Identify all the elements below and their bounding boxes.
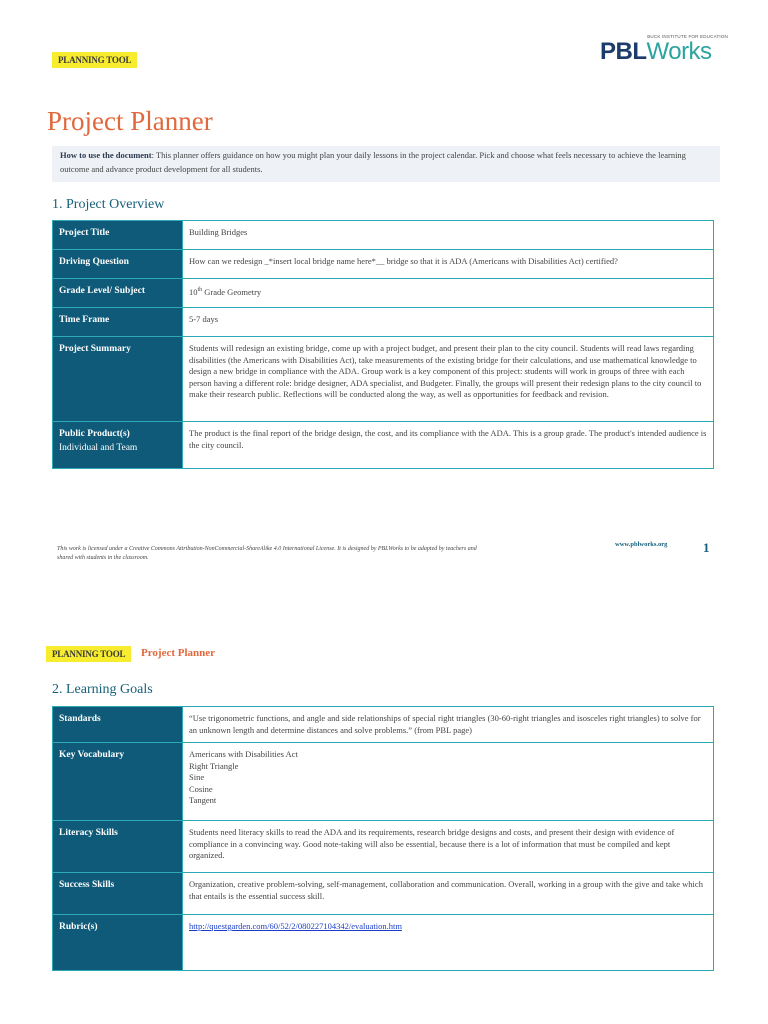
row-label-time-frame: Time Frame (53, 308, 183, 337)
row-label-standards: Standards (53, 707, 183, 743)
project-title-value: Building Bridges (183, 221, 714, 250)
row-label-success-skills: Success Skills (53, 873, 183, 915)
learning-goals-table (52, 706, 714, 971)
logo-pbl: PBL (600, 38, 647, 65)
literacy-skills-value: Students need literacy skills to read the ADA and its requirements, research bridge designs and costs, and present their design with evidence of compliance in a convincing way. Good note-taking will also be essential, because there is a lot of information that must be compiled and kept organized. (183, 821, 714, 873)
rubric-value (183, 915, 714, 971)
public-product-sublabel: Individual and Team (59, 442, 138, 453)
footer-url: www.pblworks.org (615, 541, 668, 548)
public-product-label: Public Product(s) (59, 429, 130, 439)
planning-tool-badge: PLANNING TOOL (52, 52, 137, 68)
logo-tagline: BUCK INSTITUTE FOR EDUCATION (647, 34, 728, 39)
page-title: Project Planner (47, 106, 213, 136)
table-row (53, 821, 714, 873)
list-item: Cosine (189, 783, 213, 794)
page-number: 1 (703, 540, 710, 555)
standards-value: “Use trigonometric functions, and angle and side relationships of special right triangles (30-60-right triangles and isosceles right triangles) to solve for an unknown length and determine distances and solve problems.” (from PBL page) (183, 707, 714, 743)
time-frame-value: 5-7 days (183, 308, 714, 337)
table-row (53, 915, 714, 971)
table-row (53, 250, 714, 279)
table-row (53, 279, 714, 308)
grade-subject: Grade Geometry (202, 286, 262, 297)
table-row (53, 308, 714, 337)
list-item: Right Triangle (189, 760, 239, 771)
license-footer: This work is licensed under a Creative Commons Attribution-NonCommercial-ShareAlike 4.0 International License. It is designed by PBLWorks to be adapted by teachers and shared with students in the classroom. (57, 546, 477, 561)
key-vocabulary-list (183, 743, 714, 821)
row-label-key-vocabulary: Key Vocabulary (53, 743, 183, 821)
table-row (53, 743, 714, 821)
table-row (53, 337, 714, 422)
table-row (53, 221, 714, 250)
grade-level-value (183, 279, 714, 308)
row-label-project-title: Project Title (53, 221, 183, 250)
section-title-overview: 1. Project Overview (52, 197, 165, 212)
grade-suffix: th (197, 287, 203, 293)
table-row (53, 422, 714, 469)
pblworks-logo (600, 34, 732, 65)
how-to-text: : This planner offers guidance on how you might plan your daily lessons in the project calendar. Pick and choose what feels necessary to achieve the learning outcome and advance product development for all students. (60, 150, 686, 174)
driving-question-value: How can we redesign _*insert local bridge name here*__ bridge so that it is ADA (Americans with Disabilities Act) certified? (183, 250, 714, 279)
list-item: Sine (189, 772, 205, 782)
how-to-label: How to use the document (60, 150, 152, 160)
table-row (53, 873, 714, 915)
planning-tool-badge: PLANNING TOOL (46, 646, 131, 662)
row-label-literacy-skills: Literacy Skills (53, 821, 183, 873)
logo-works: Works (646, 38, 712, 65)
section-title-learning-goals: 2. Learning Goals (52, 682, 153, 697)
logo-wordmark (600, 39, 732, 65)
table-row (53, 707, 714, 743)
page-header-title: Project Planner (141, 647, 216, 659)
project-overview-table (52, 220, 714, 469)
public-product-value: The product is the final report of the bridge design, the cost, and its compliance with the ADA. This is a group grade. The product's intended audience is the city council. (183, 422, 714, 469)
list-item: Americans with Disabilities Act (189, 749, 298, 759)
how-to-use-box (52, 146, 720, 182)
row-label-public-product (53, 422, 183, 469)
grade-number: 10 (189, 286, 198, 297)
success-skills-value: Organization, creative problem-solving, self-management, collaboration and communication. Overall, working in a group with the give and take which that entails is the essential success skill. (183, 873, 714, 915)
list-item: Tangent (189, 795, 217, 805)
row-label-grade-level: Grade Level/ Subject (53, 279, 183, 308)
rubric-link[interactable]: http://questgarden.com/60/52/2/080227104342/evaluation.htm (189, 921, 402, 931)
row-label-rubrics: Rubric(s) (53, 915, 183, 971)
row-label-project-summary: Project Summary (53, 337, 183, 422)
row-label-driving-question: Driving Question (53, 250, 183, 279)
project-summary-value: Students will redesign an existing bridge, come up with a project budget, and present their plan to the city council. Students will read laws regarding disabilities (the Americans with Disabilities Act), take measurements of the existing bridge for their calculations, and use mathematical knowledge to design a new bridge in compliance with the ADA. Group work is a key component of this project: students will work in groups of three with each person having a different role: bridge designer, ADA specialist, and Budgeter. Finally, the groups will present their redesign plans to the city council to make their research public. Reflections will be conducted along the way, as well as opportunities for feedback and revision. (183, 337, 714, 422)
